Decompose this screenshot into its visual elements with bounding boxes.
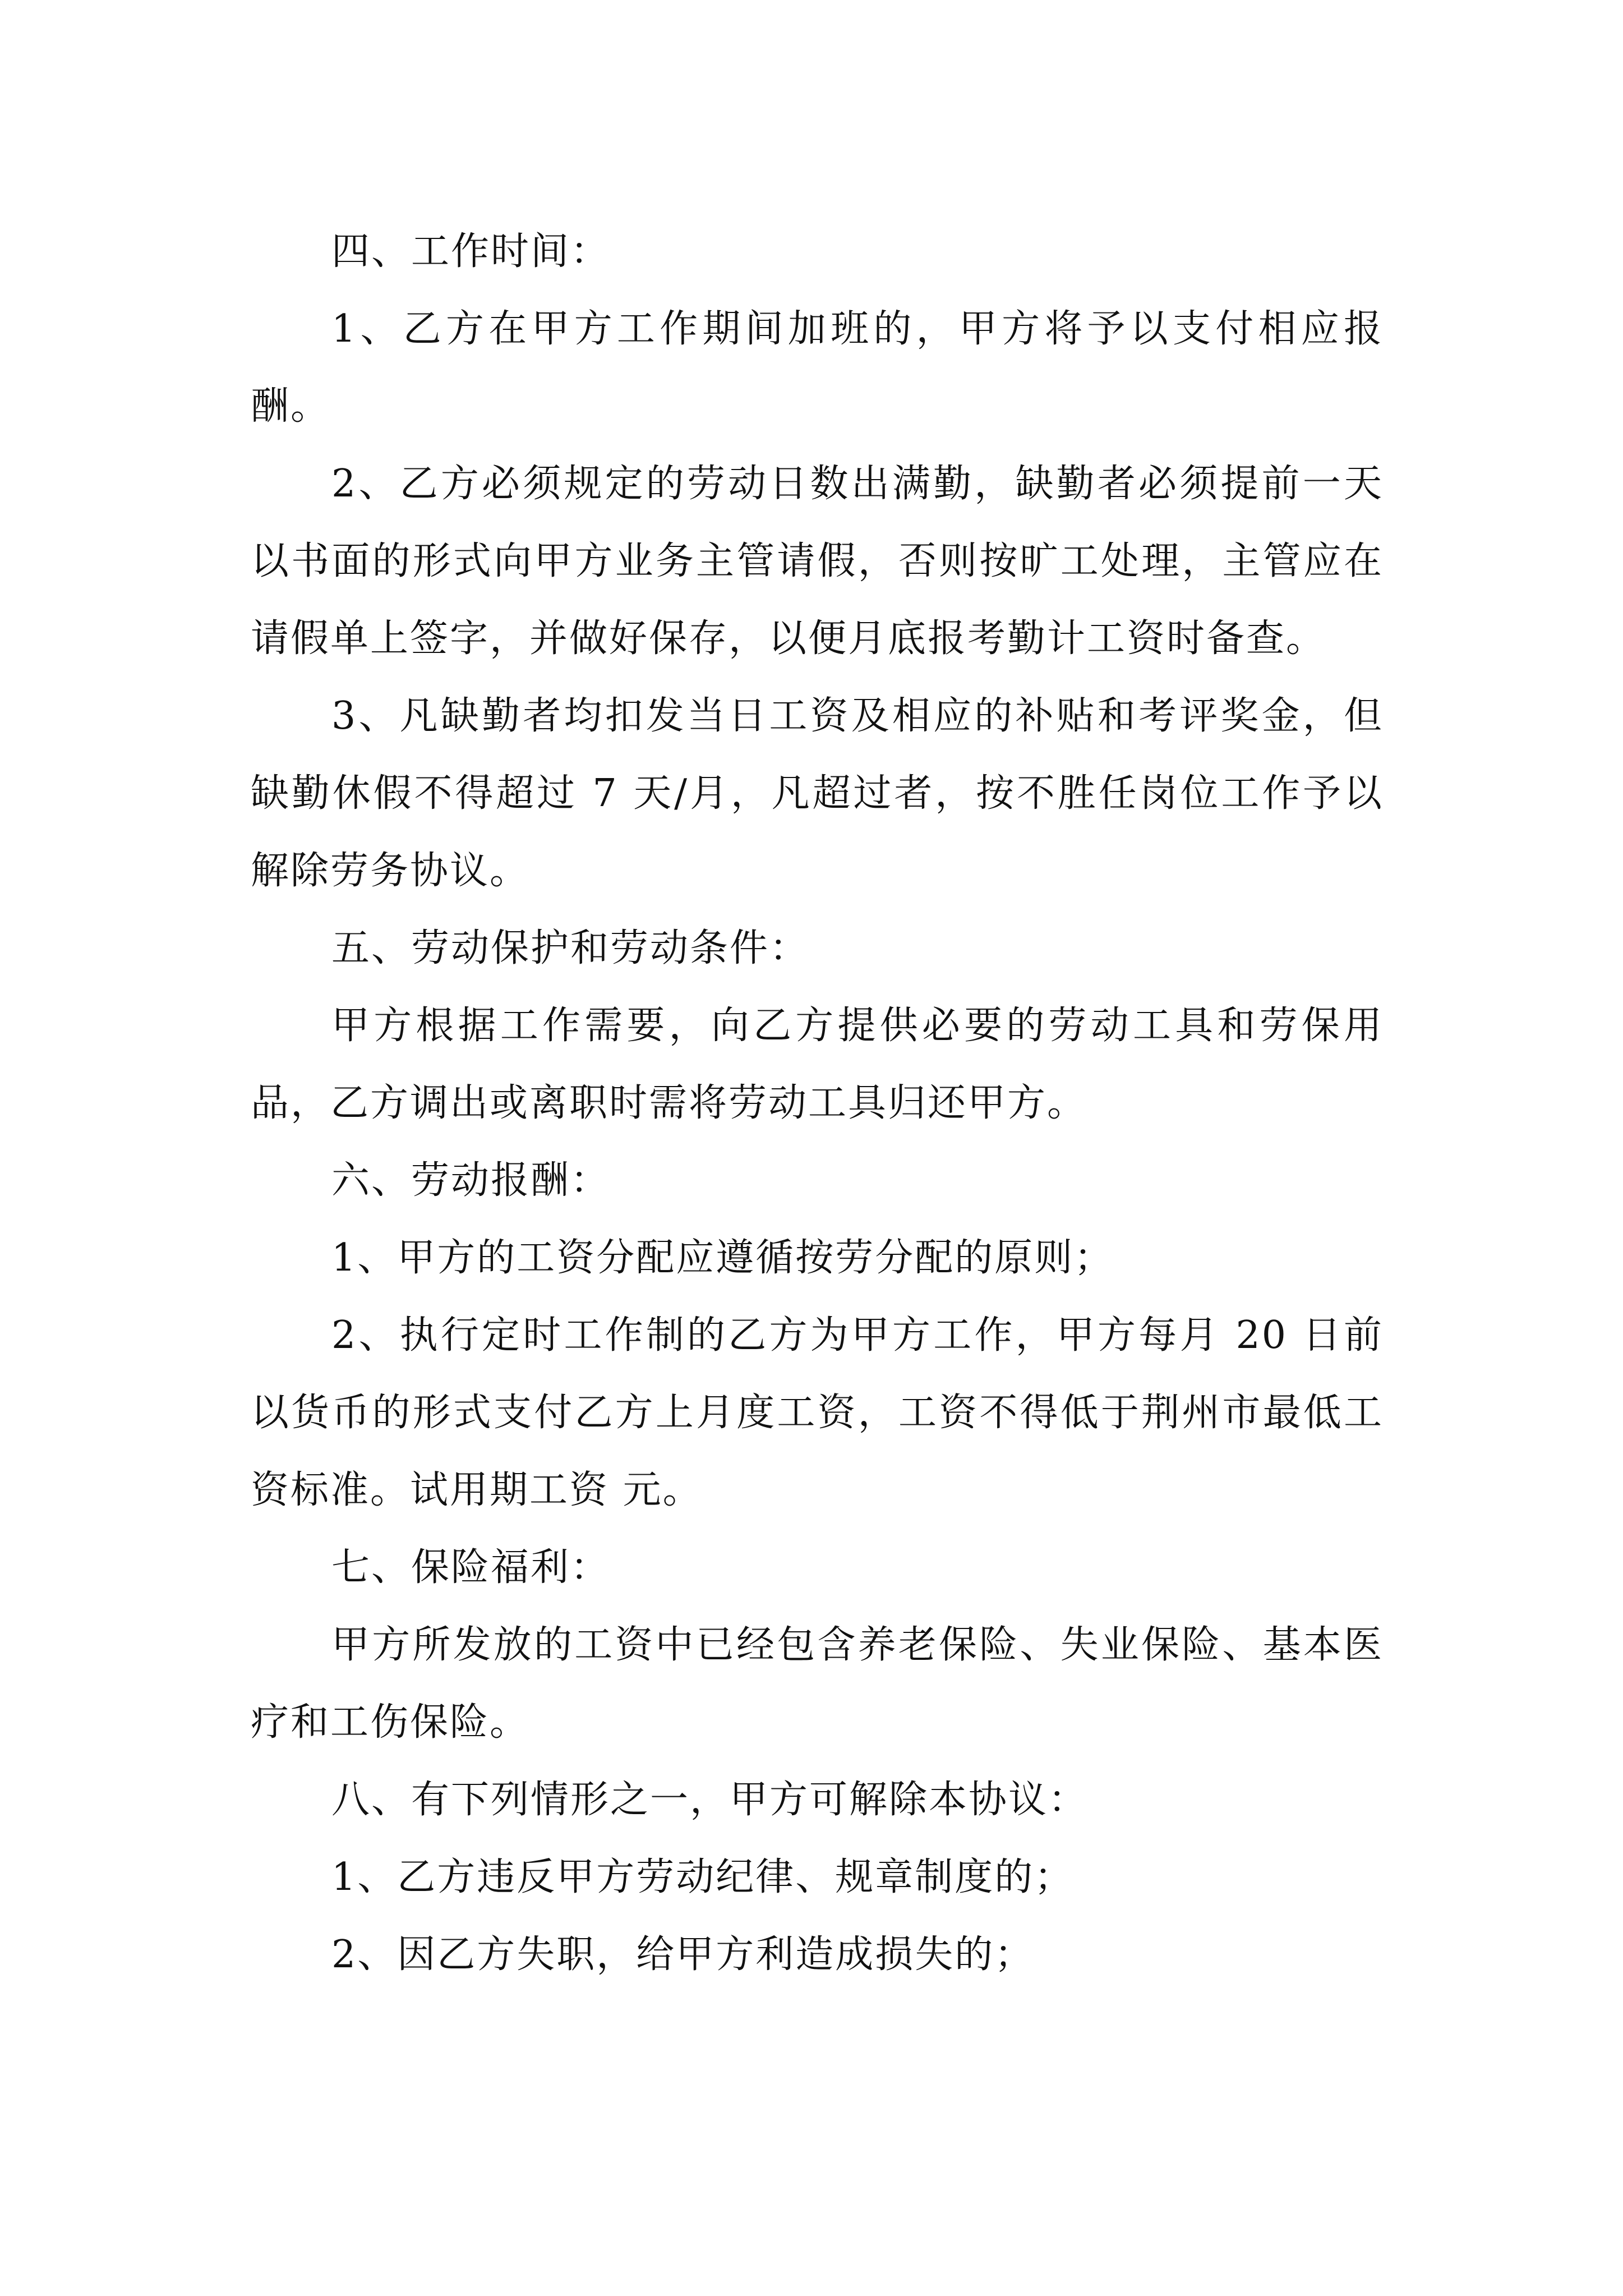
section-heading-insurance: 七、保险福利：	[331, 1545, 611, 1590]
clause-wage-payment: 2、执行定时工作制的乙方为甲方工作，甲方每月 20 日前以货币的形式支付乙方上月度工资，工资不得低于荆州市最低工资标准。试用期工资 元。	[251, 1313, 1384, 1512]
clause-labor-tools: 甲方根据工作需要，向乙方提供必要的劳动工具和劳保用品，乙方调出或离职时需将劳动工具归还甲方。	[251, 1004, 1384, 1125]
document-body	[251, 213, 1384, 1994]
section-heading-work-time: 四、工作时间：	[331, 229, 611, 274]
clause-termination-discipline: 1、乙方违反甲方劳动纪律、规章制度的；	[331, 1855, 1075, 1899]
clause-insurance-included: 甲方所发放的工资中已经包含养老保险、失业保险、基本医疗和工伤保险。	[251, 1623, 1384, 1745]
section-heading-termination: 八、有下列情形之一，甲方可解除本协议：	[331, 1778, 1089, 1822]
clause-overtime-pay: 1、乙方在甲方工作期间加班的，甲方将予以支付相应报酬。	[251, 307, 1384, 429]
clause-termination-negligence: 2、因乙方失职，给甲方利造成损失的；	[331, 1932, 1035, 1977]
clause-absence-deduction: 3、凡缺勤者均扣发当日工资及相应的补贴和考评奖金，但缺勤休假不得超过 7 天/月，凡超过者，按不胜任岗位工作予以解除劳务协议。	[251, 694, 1384, 893]
section-heading-labor-protection: 五、劳动保护和劳动条件：	[331, 926, 810, 970]
clause-wage-distribution: 1、甲方的工资分配应遵循按劳分配的原则；	[331, 1236, 1114, 1280]
section-heading-remuneration: 六、劳动报酬：	[331, 1158, 611, 1203]
clause-attendance-leave: 2、乙方必须规定的劳动日数出满勤，缺勤者必须提前一天以书面的形式向甲方业务主管请假，否则按旷工处理，主管应在请假单上签字，并做好保存，以便月底报考勤计工资时备查。	[251, 462, 1384, 661]
